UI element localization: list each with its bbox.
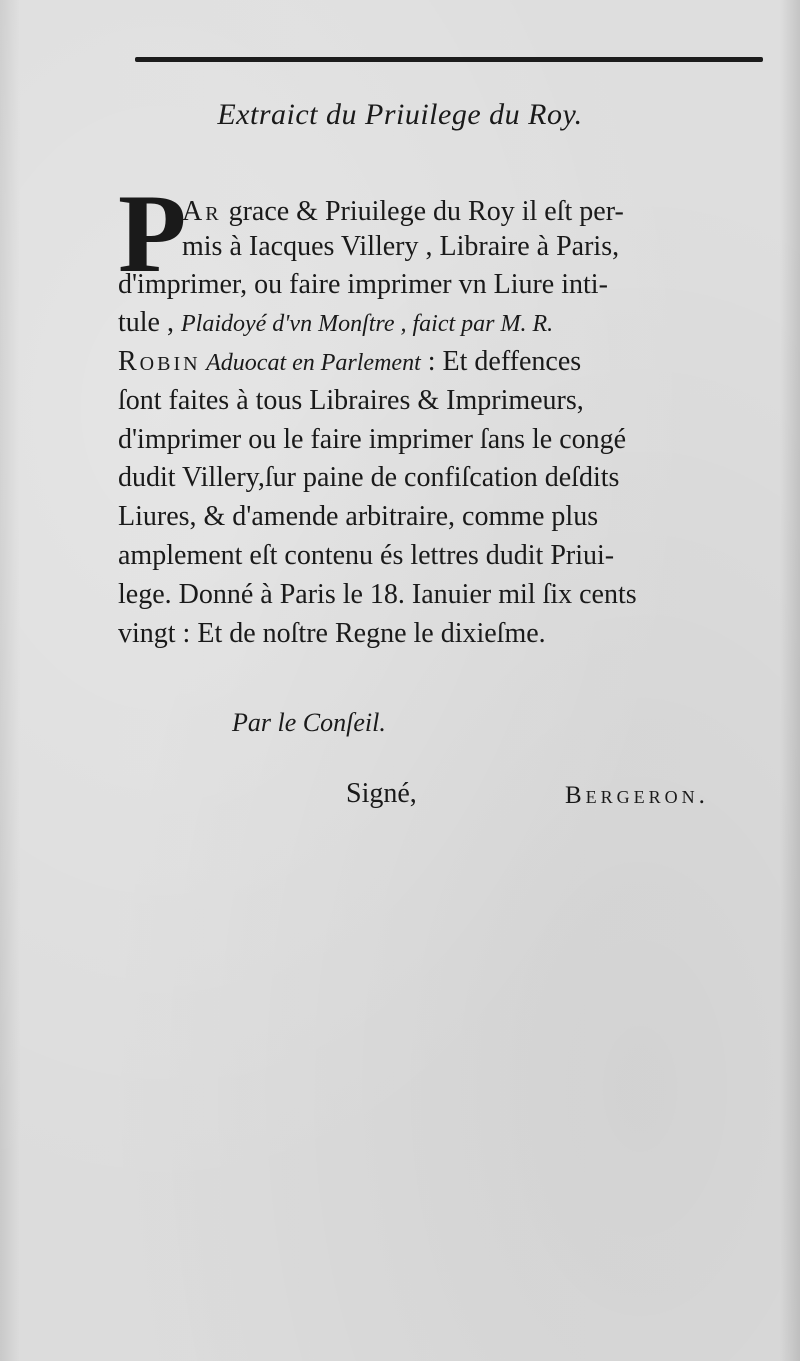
text-line-9: Liures, & d'amende arbitraire, comme plus [118,501,599,532]
text-line-12: vingt : Et de noſtre Regne le dixieſme. [118,618,546,649]
par-le-conseil: Par le Conſeil. [232,708,386,737]
text-line-1 [182,198,768,226]
text-line-11: lege. Donné à Paris le 18. Ianuier mil ſix cents [118,579,637,610]
text-line-10: amplement eſt contenu és lettres dudit Priui- [118,540,615,571]
text-line-2: mis à Iacques Villery , Libraire à Paris, [182,231,620,262]
text-line-5 [118,348,768,376]
page-title: Extraict du Priuilege du Roy. [217,98,583,131]
text-line-4 [118,309,768,337]
author-title-italic: Aduocat en Parlement [200,350,421,376]
text-line-3: d'imprimer, ou faire imprimer vn Liure inti- [118,269,608,300]
author-name: Robin [118,346,201,377]
top-rule [135,57,763,62]
drop-cap: P [118,172,187,296]
signe-label: Signé, [346,778,417,809]
text-line-8: dudit Villery,ſur paine de confiſcation deſdits [118,462,620,493]
line-1-text: grace & Priuilege du Roy il eſt per- [221,196,624,227]
line-5-text: : Et deffences [420,346,582,377]
small-caps-ar: Ar [182,196,222,227]
signatory-name: Bergeron. [565,782,709,809]
book-title-italic: Plaidoyé d'vn Monſtre , faict par M. R. [181,311,554,337]
line-4-text: tule , [118,307,181,338]
text-line-7: d'imprimer ou le faire imprimer ſans le congé [118,424,627,455]
text-line-6: ſont faites à tous Libraires & Imprimeurs, [118,385,584,416]
